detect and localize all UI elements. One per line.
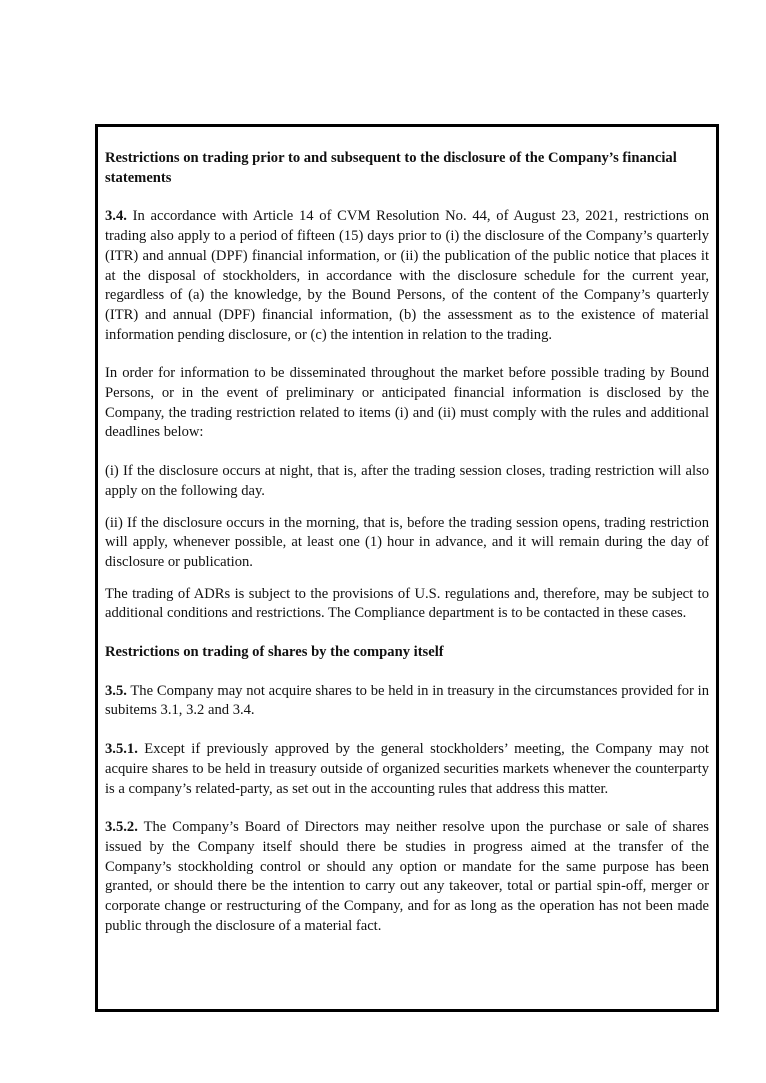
paragraph-item-ii: (ii) If the disclosure occurs in the morning, that is, before the trading session opens, trading restriction will apply, whenever possible, at least one (1) hour in advance, and it will remain during the day of disclosure or publication.: [105, 514, 709, 570]
section-heading-company-shares: Restrictions on trading of shares by the company itself: [105, 644, 444, 661]
clause-number: 3.5.2.: [105, 819, 138, 836]
paragraph-3-5-1: [105, 740, 709, 799]
paragraph-adrs: The trading of ADRs is subject to the provisions of U.S. regulations and, therefore, may be subject to additional conditions and restrictions. The Compliance department is to be contacted in these cases.: [105, 585, 709, 622]
clause-text: In accordance with Article 14 of CVM Resolution No. 44, of August 23, 2021, restrictions on trading also apply to a period of fifteen (15) days prior to (i) the disclosure of the Company’s quarterly (ITR) and annual (DPF) financial information, or (ii) the publication of the public notice that places it at the disposal of stockholders, in accordance with the disclosure schedule for the current year, regardless of (a) the knowledge, by the Bound Persons, of the content of the Company’s quarterly (ITR) and annual (DPF) financial information, (b) the assessment as to the existence of material information pending disclosure, or (c) the intention in relation to the trading.: [105, 208, 709, 343]
clause-number: 3.5.: [105, 682, 127, 699]
paragraph-3-4: [105, 207, 709, 345]
clause-number: 3.5.1.: [105, 741, 138, 758]
paragraph-3-5: [105, 682, 709, 721]
clause-text: The Company’s Board of Directors may neither resolve upon the purchase or sale of shares issued by the Company itself should there be studies in progress aimed at the transfer of the Company’s stockholding control or should any option or mandate for the same purpose has been granted, or should there be the intention to carry out any takeover, total or partial spin-off, merger or corporate change or restructuring of the Company, and for as long as the operation has not been made public through the disclosure of a material fact.: [105, 819, 709, 934]
paragraph-order-dissemination: In order for information to be disseminated throughout the market before possible trading by Bound Persons, or in the event of preliminary or anticipated financial information is disclosed by the Company, the trading restriction related to items (i) and (ii) must comply with the rules and additional deadlines below:: [105, 365, 709, 441]
document-frame: [95, 124, 719, 1012]
document-body: [105, 149, 709, 937]
clause-number: 3.4.: [105, 208, 127, 225]
clause-text: Except if previously approved by the general stockholders’ meeting, the Company may not acquire shares to be held in treasury outside of organized securities markets whenever the counterparty is a company’s related-party, as set out in the accounting rules that address this matter.: [105, 741, 709, 797]
clause-text: The Company may not acquire shares to be held in in treasury in the circumstances provided for in subitems 3.1, 3.2 and 3.4.: [105, 682, 709, 719]
paragraph-3-5-2: [105, 818, 709, 936]
paragraph-item-i: (i) If the disclosure occurs at night, that is, after the trading session closes, trading restriction will also apply on the following day.: [105, 463, 709, 499]
section-heading-trading-restrictions: Restrictions on trading prior to and subsequent to the disclosure of the Company’s financial statements: [105, 150, 677, 186]
